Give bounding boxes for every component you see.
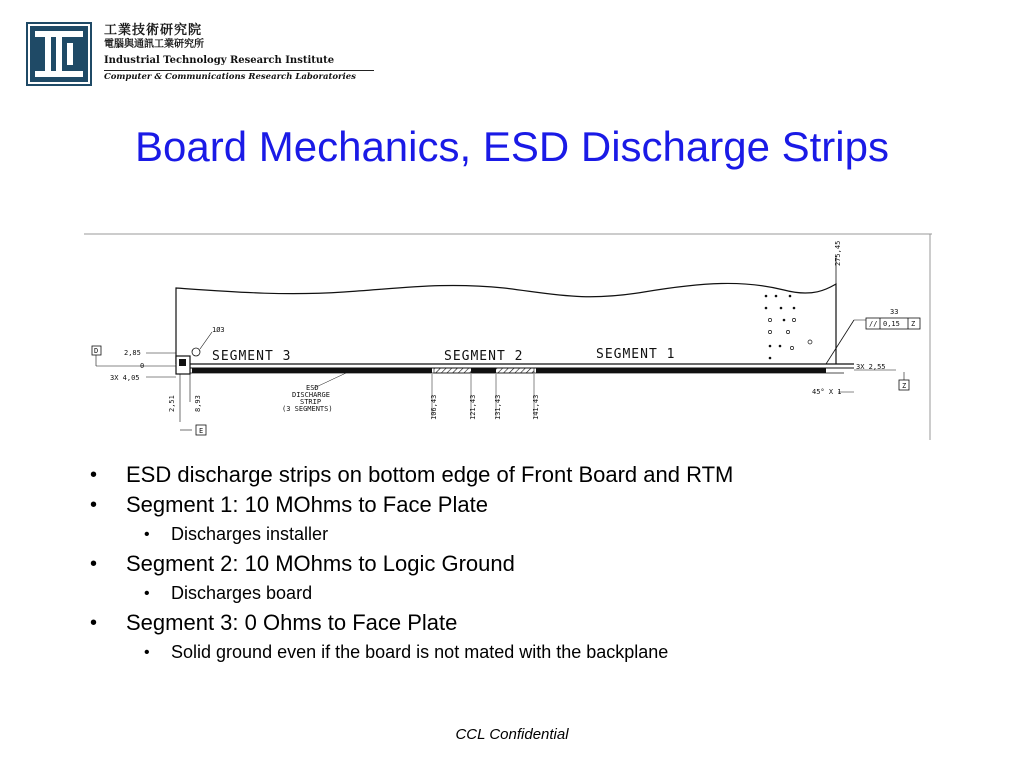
board-mechanics-drawing — [84, 232, 932, 440]
strip-label-1: ESD — [306, 384, 319, 392]
itri-logo-mark-icon — [26, 22, 92, 86]
dim-bottom-1: 2,51 — [168, 395, 176, 412]
dim-bottom-3: 106,43 — [430, 394, 438, 420]
chamfer-dim: 45° X 1 — [812, 388, 842, 396]
esd-strip-segment-1 — [536, 368, 826, 373]
logo-english-subname: Computer & Communications Research Laboratories — [104, 72, 356, 82]
bullet-segment-2: • Segment 2: 10 MOhms to Logic Ground — [90, 549, 990, 579]
datum-z: Z — [902, 382, 907, 390]
logo-english-name: Industrial Technology Research Institute — [104, 54, 374, 71]
dim-left-2: 0 — [140, 362, 145, 370]
dim-bottom-4: 121,43 — [469, 394, 477, 420]
dim-left-3: 3X 4,05 — [110, 374, 140, 382]
strip-label-4: (3 SEGMENTS) — [282, 405, 333, 413]
tolerance-datum: Z — [911, 320, 916, 328]
sub-bullet-solid-ground: • Solid ground even if the board is not mated with the backplane — [90, 638, 990, 667]
dim-right: 3X 2,55 — [856, 363, 886, 371]
dim-bottom-5: 131,43 — [494, 394, 502, 420]
segment-2-label: SEGMENT 2 — [444, 349, 524, 364]
slide-title: Board Mechanics, ESD Discharge Strips — [135, 123, 889, 170]
strip-label-2: DISCHARGE — [292, 391, 330, 399]
drawing-svg — [84, 232, 932, 440]
bullet-esd-strips: • ESD discharge strips on bottom edge of Front Board and RTM — [90, 460, 990, 490]
dim-left-1: 2,85 — [124, 349, 141, 357]
dim-bottom-6: 141,43 — [532, 394, 540, 420]
tolerance-symbol: // — [869, 320, 878, 328]
footer-confidential: CCL Confidential — [455, 726, 569, 743]
logo-text — [104, 22, 374, 84]
datum-e: E — [199, 427, 204, 435]
dim-bottom-2: 8,93 — [194, 395, 202, 412]
sub-bullet-discharges-installer: • Discharges installer — [90, 520, 990, 549]
bullet-list — [90, 460, 990, 667]
itri-logo — [26, 22, 356, 88]
bullet-segment-1: • Segment 1: 10 MOhms to Face Plate — [90, 490, 990, 520]
strip-label-3: STRIP — [300, 398, 322, 406]
logo-chinese-subname: 電腦與通訊工業研究所 — [104, 39, 204, 50]
hole-label: 1Ø3 — [212, 326, 225, 334]
dim-top: 275,45 — [834, 240, 842, 266]
tolerance-value: 0,15 — [883, 320, 900, 328]
connector-holes — [765, 295, 812, 360]
logo-chinese-name: 工業技術研究院 — [104, 22, 203, 37]
segment-1-label: SEGMENT 1 — [596, 347, 676, 362]
sub-bullet-discharges-board: • Discharges board — [90, 579, 990, 608]
segment-3-label: SEGMENT 3 — [212, 349, 292, 364]
datum-d: D — [94, 347, 99, 355]
tolerance-ref: 33 — [890, 308, 899, 316]
bullet-segment-3: • Segment 3: 0 Ohms to Face Plate — [90, 608, 990, 638]
esd-strip-segment-3 — [192, 368, 432, 373]
